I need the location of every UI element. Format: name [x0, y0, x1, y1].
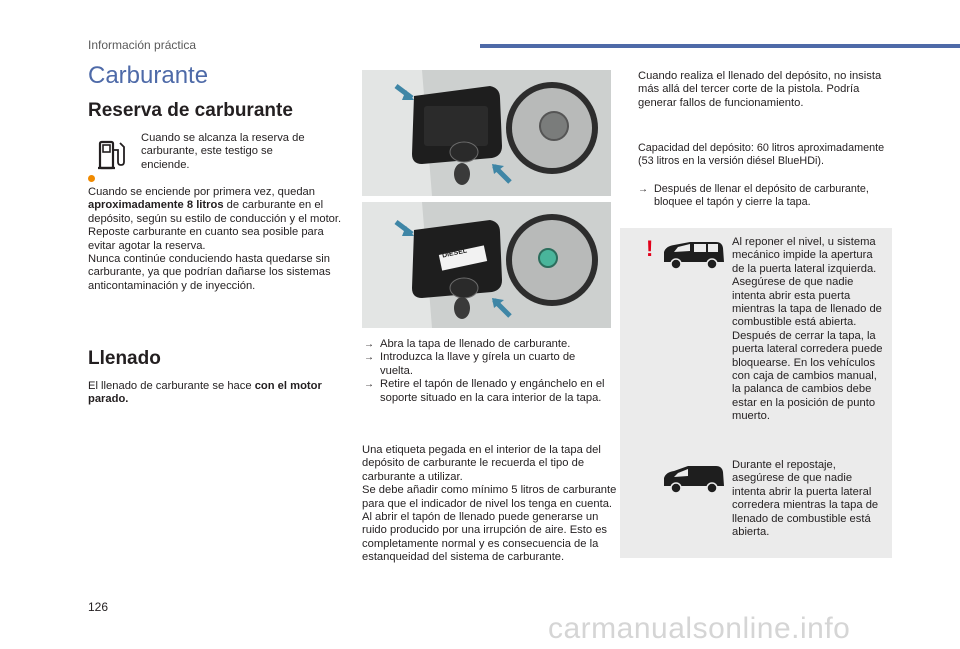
arrow-bullet-icon: → [364, 352, 374, 364]
fuel-flap-photo-bottom [362, 202, 616, 328]
reserva-p1-pre: Cuando se enciende por primera vez, quedan [88, 186, 316, 198]
middle-p2: Se debe añadir como mínimo 5 litros de carburante para que el indicador de nivel los tenga en cuenta. [362, 484, 617, 510]
diesel-label: DIESEL [441, 247, 468, 260]
section-header: Información práctica [88, 38, 197, 52]
step-1-text: Abra la tapa de llenado de carburante. [380, 338, 571, 350]
warning-text-1: Al reponer el nivel, u sistema mecánico impide la apertura de la puerta lateral izquierda. Asegúrese de que nadie intenta abrir esta puerta mientras la tapa de llenado de combustible está abierta. Después de cerrar la tapa, la puerta lateral corredera puede bloquearse. En los vehículos con caja de cambios manual, la palanca de cambios debe estar en la posición de punto muerto. [732, 236, 883, 423]
arrow-bullet-icon: → [364, 379, 374, 391]
header-bar [480, 44, 960, 48]
warning-lamp-dot [88, 175, 95, 182]
reserva-p1-post: de carburante en el depósito, según su estilo de conducción y el motor. [88, 199, 342, 225]
llenado-text [88, 380, 344, 407]
reserva-heading: Reserva de carburante [88, 100, 293, 121]
arrow-bullet-icon: → [638, 184, 648, 195]
indicator-text: Cuando se alcanza la reserva de carburante, este testigo se enciende. [141, 132, 305, 171]
steps-list [364, 338, 610, 405]
page-title: Carburante [88, 62, 209, 89]
warning-mark: ! [646, 236, 654, 261]
reserva-text [88, 186, 344, 293]
llenado-heading: Llenado [88, 348, 161, 369]
fuel-pump-icon [96, 138, 128, 172]
reserva-p3: Nunca continúe conduciendo hasta quedarse sin carburante, ya que podrían dañarse los sistemas anticontaminación y de inyección. [88, 253, 331, 292]
page-number: 126 [88, 600, 109, 614]
van-side-icon [660, 238, 728, 277]
reserva-p1-bold: aproximadamente 8 litros [88, 199, 224, 212]
llenado-pre: El llenado de carburante se hace [88, 380, 255, 392]
middle-text [362, 444, 618, 565]
middle-p1: Una etiqueta pegada en el interior de la tapa del depósito de carburante le recuerda el tipo de carburante a utilizar. [362, 444, 601, 483]
right-p2: Capacidad del depósito: 60 litros aproximadamente (53 litros en la versión diésel BlueHDi). [638, 142, 885, 168]
middle-p3: Al abrir el tapón de llenado puede generarse un ruido producido por una irrupción de aire. Esto es completamente normal y es consecuencia de la estanqueidad del sistema de carburante. [362, 511, 608, 564]
watermark: carmanualsonline.info [548, 612, 851, 645]
warning-text-2: Durante el repostaje, asegúrese de que nadie intenta abrir la puerta lateral corredera mientras la tapa de llenado de combustible está abierta. [732, 459, 879, 539]
arrow-bullet-icon: → [364, 339, 374, 350]
step-2 [364, 351, 610, 378]
right-step [638, 183, 890, 210]
right-p1: Cuando realiza el llenado del depósito, no insista más allá del tercer corte de la pistola. Podría generar fallos de funcionamiento. [638, 70, 882, 109]
right-step-text: Después de llenar el depósito de carburante, bloquee el tapón y cierre la tapa. [654, 183, 869, 209]
step-2-text: Introduzca la llave y gírela un cuarto de vuelta. [380, 351, 576, 377]
step-3 [364, 378, 610, 405]
van-side-icon [660, 462, 728, 501]
reserva-p2: Reposte carburante en cuanto sea posible para evitar agotar la reserva. [88, 226, 324, 252]
fuel-flap-photo-top [362, 70, 616, 196]
step-1 [364, 338, 610, 351]
llenado-bold: con el motor parado. [88, 380, 322, 406]
step-3-text: Retire el tapón de llenado y engánchelo en el soporte situado en la cara interior de la tapa. [380, 378, 605, 404]
